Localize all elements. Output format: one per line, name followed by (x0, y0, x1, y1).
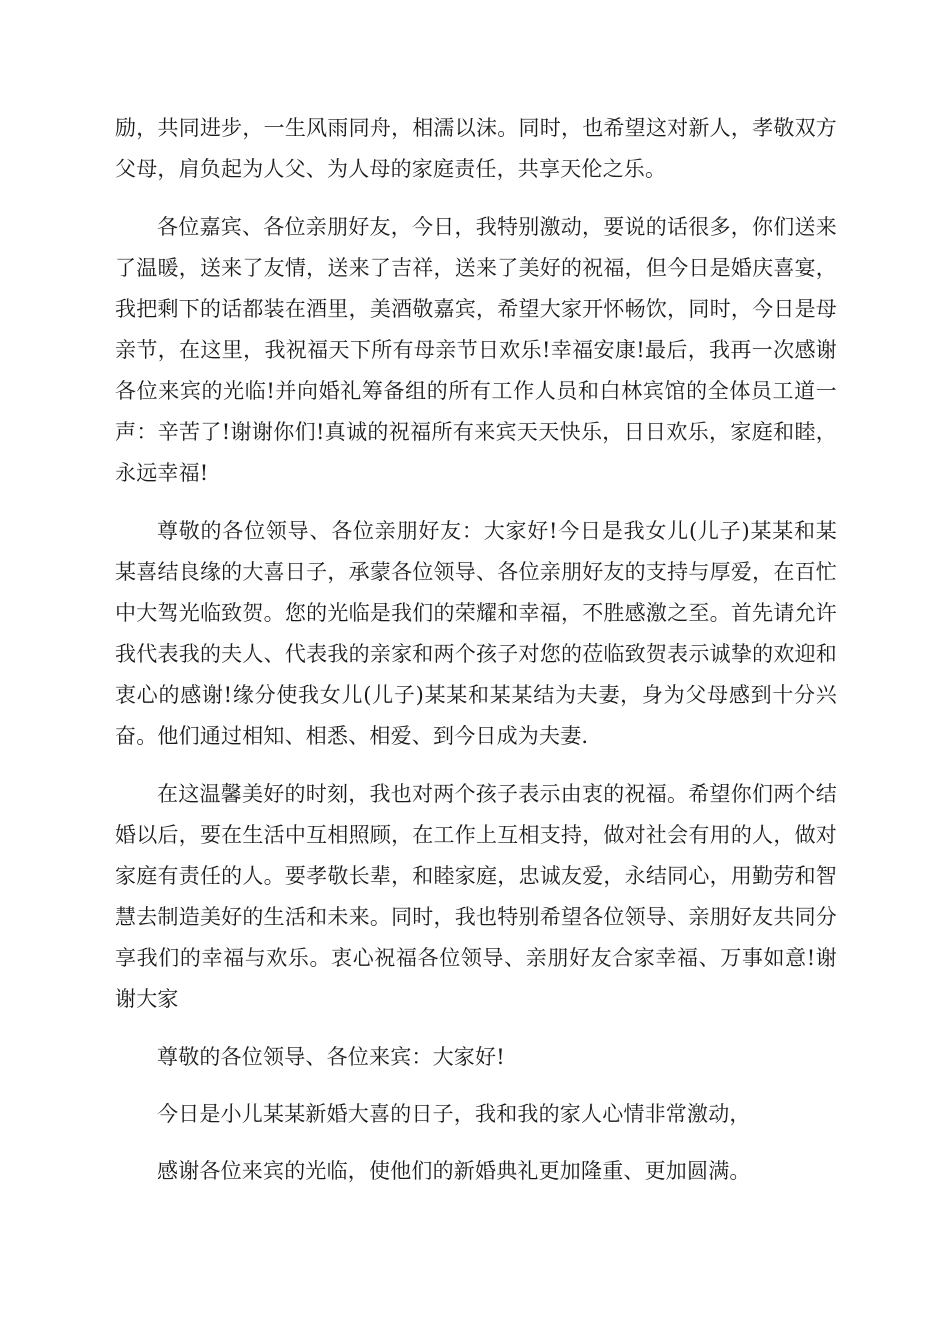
paragraph-guests-thanks: 各位嘉宾、各位亲朋好友，今日，我特别激动，要说的话很多，你们送来了温暖，送来了友情，送来了吉祥，送来了美好的祝福，但今日是婚庆喜宴，我把剩下的话都装在酒里，美酒敬嘉宾，希望大家开怀畅饮，同时，今日是母亲节，在这里，我祝福天下所有母亲节日欢乐!幸福安康!最后，我再一次感谢各位来宾的光临!并向婚礼筹备组的所有工作人员和白林宾馆的全体员工道一声：辛苦了!谢谢你们!真诚的祝福所有来宾天天快乐，日日欢乐，家庭和睦，永远幸福! (115, 215, 837, 485)
document-body (115, 108, 837, 1192)
paragraph-greeting: 尊敬的各位领导、各位来宾：大家好! (157, 1045, 505, 1069)
paragraph-parent-speech: 尊敬的各位领导、各位亲朋好友：大家好!今日是我女儿(儿子)某某和某某喜结良缘的大喜日子，承蒙各位领导、各位亲朋好友的支持与厚爱，在百忙中大驾光临致贺。您的光临是我们的荣耀和幸福，不胜感激之至。首先请允许我代表我的夫人、代表我的亲家和两个孩子对您的莅临致贺表示诚挚的欢迎和衷心的感谢!缘分使我女儿(儿子)某某和某某结为夫妻，身为父母感到十分兴奋。他们通过相知、相悉、相爱、到今日成为夫妻. (115, 519, 837, 748)
paragraph-blessing: 在这温馨美好的时刻，我也对两个孩子表示由衷的祝福。希望你们两个结婚以后，要在生活中互相照顾，在工作上互相支持，做对社会有用的人，做对家庭有责任的人。要孝敬长辈，和睦家庭，忠诚友爱，永结同心，用勤劳和智慧去制造美好的生活和未来。同时，我也特别希望各位领导、亲朋好友共同分享我们的幸福与欢乐。衷心祝福各位领导、亲朋好友合家幸福、万事如意!谢谢大家 (115, 782, 837, 1011)
paragraph-son-wedding: 今日是小儿某某新婚大喜的日子，我和我的家人心情非常激动， (157, 1102, 751, 1126)
paragraph-continued: 励，共同进步，一生风雨同舟，相濡以沫。同时，也希望这对新人，孝敬双方父母，肩负起为人父、为人母的家庭责任，共享天伦之乐。 (115, 116, 837, 181)
paragraph-thanks-guests: 感谢各位来宾的光临，使他们的新婚典礼更加隆重、更加圆满。 (157, 1159, 751, 1183)
